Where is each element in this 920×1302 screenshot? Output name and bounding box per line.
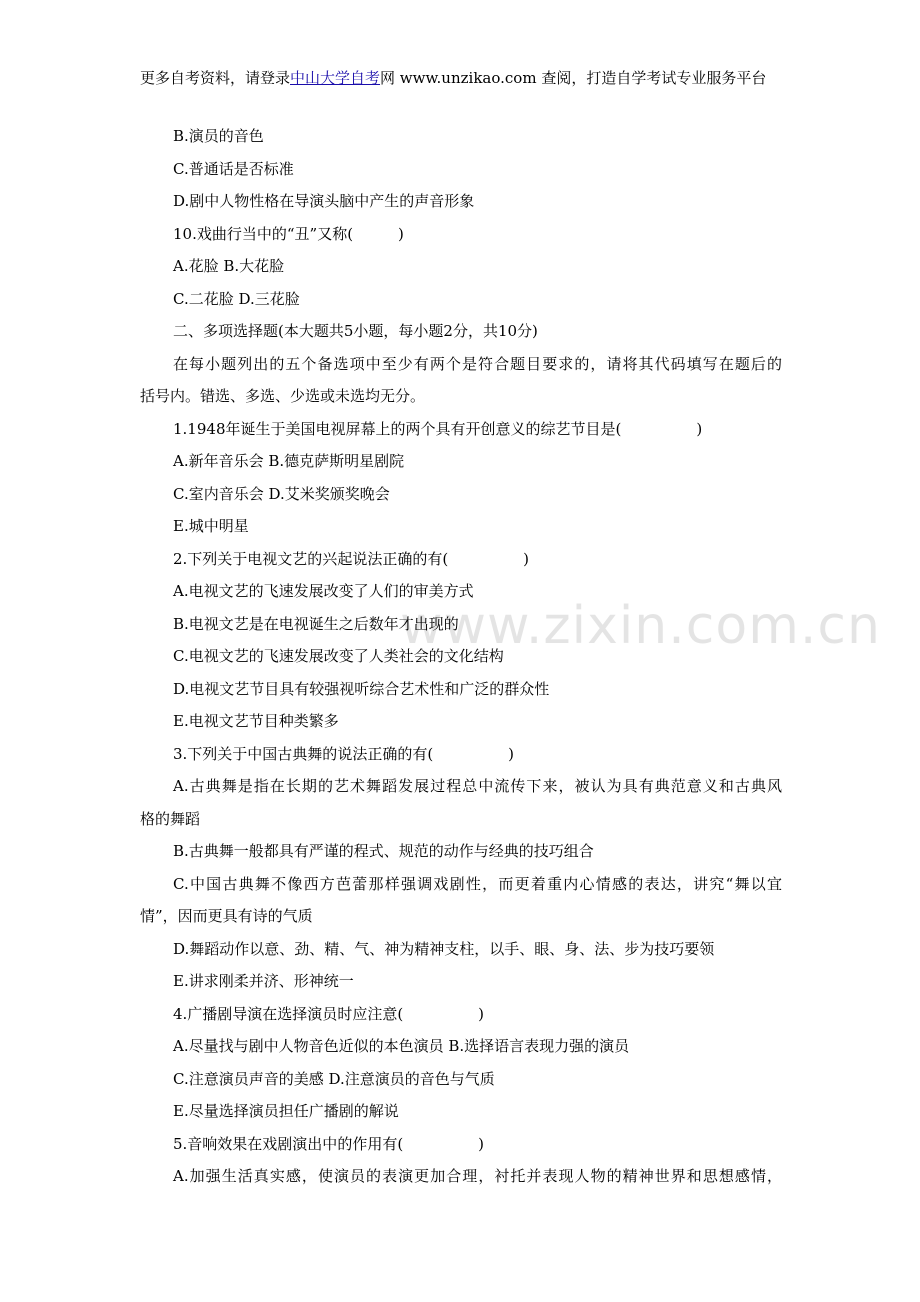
text-line: C.二花脸 D.三花脸 bbox=[173, 289, 300, 308]
page-header bbox=[140, 68, 790, 88]
header-site-link[interactable]: 中山大学自考 bbox=[290, 69, 381, 87]
text-line: C.注意演员声音的美感 D.注意演员的音色与气质 bbox=[173, 1069, 495, 1088]
text-line: 5.音响效果在戏剧演出中的作用有( ) bbox=[173, 1134, 485, 1153]
text-line: 情”，因而更具有诗的气质 bbox=[140, 907, 313, 925]
text-line: A.花脸 B.大花脸 bbox=[173, 257, 285, 275]
text-line: A.尽量找与剧中人物音色近似的本色演员 B.选择语言表现力强的演员 bbox=[173, 1037, 630, 1055]
text-line: 二、多项选择题(本大题共5小题，每小题2分，共10分) bbox=[173, 322, 538, 340]
header-prefix: 更多自考资料，请登录 bbox=[140, 69, 291, 87]
text-line: C.中国古典舞不像西方芭蕾那样强调戏剧性，而更着重内心情感的表达，讲究“舞以宜 bbox=[173, 874, 782, 893]
text-line: A.古典舞是指在长期的艺术舞蹈发展过程总中流传下来，被认为具有典范意义和古典风 bbox=[173, 777, 782, 795]
text-line: A.电视文艺的飞速发展改变了人们的审美方式 bbox=[173, 582, 474, 600]
text-line: 在每小题列出的五个备选项中至少有两个是符合题目要求的，请将其代码填写在题后的 bbox=[173, 354, 782, 373]
text-line: 10.戏曲行当中的“丑”又称( ) bbox=[173, 224, 404, 243]
text-line: D.电视文艺节目具有较强视听综合艺术性和广泛的群众性 bbox=[173, 679, 550, 698]
text-line: D.剧中人物性格在导演头脑中产生的声音形象 bbox=[173, 192, 475, 210]
text-line: B.古典舞一般都具有严谨的程式、规范的动作与经典的技巧组合 bbox=[173, 842, 594, 860]
text-line: 3.下列关于中国古典舞的说法正确的有( ) bbox=[173, 744, 515, 763]
text-line: E.电视文艺节目种类繁多 bbox=[173, 712, 339, 730]
text-line: B.电视文艺是在电视诞生之后数年才出现的 bbox=[173, 614, 459, 633]
watermark: www.zixin.com.cn bbox=[400, 596, 881, 656]
text-line: 括号内。错选、多选、少选或未选均无分。 bbox=[140, 387, 426, 405]
text-line: 4.广播剧导演在选择演员时应注意( ) bbox=[173, 1004, 485, 1023]
text-line: 格的舞蹈 bbox=[140, 809, 201, 828]
text-line: 1.1948年诞生于美国电视屏幕上的两个具有开创意义的综艺节目是( ) bbox=[173, 419, 703, 438]
text-line: E.尽量选择演员担任广播剧的解说 bbox=[173, 1102, 399, 1120]
document-body bbox=[140, 120, 782, 1193]
text-line: C.普通话是否标准 bbox=[173, 159, 294, 178]
text-line: B.演员的音色 bbox=[173, 127, 264, 145]
text-line: A.新年音乐会 B.德克萨斯明星剧院 bbox=[173, 452, 405, 470]
text-line: A.加强生活真实感，使演员的表演更加合理，衬托并表现人物的精神世界和思想感情， bbox=[173, 1167, 782, 1185]
header-suffix: 网 www.unzikao.com 查阅，打造自学考试专业服务平台 bbox=[380, 69, 767, 87]
text-line: E.讲求刚柔并济、形神统一 bbox=[173, 972, 354, 990]
text-line: D.舞蹈动作以意、劲、精、气、神为精神支柱，以手、眼、身、法、步为技巧要领 bbox=[173, 939, 715, 958]
text-line: 2.下列关于电视文艺的兴起说法正确的有( ) bbox=[173, 549, 530, 568]
text-line: E.城中明星 bbox=[173, 517, 249, 535]
text-line: C.室内音乐会 D.艾米奖颁奖晚会 bbox=[173, 484, 390, 503]
text-line: C.电视文艺的飞速发展改变了人类社会的文化结构 bbox=[173, 647, 504, 665]
